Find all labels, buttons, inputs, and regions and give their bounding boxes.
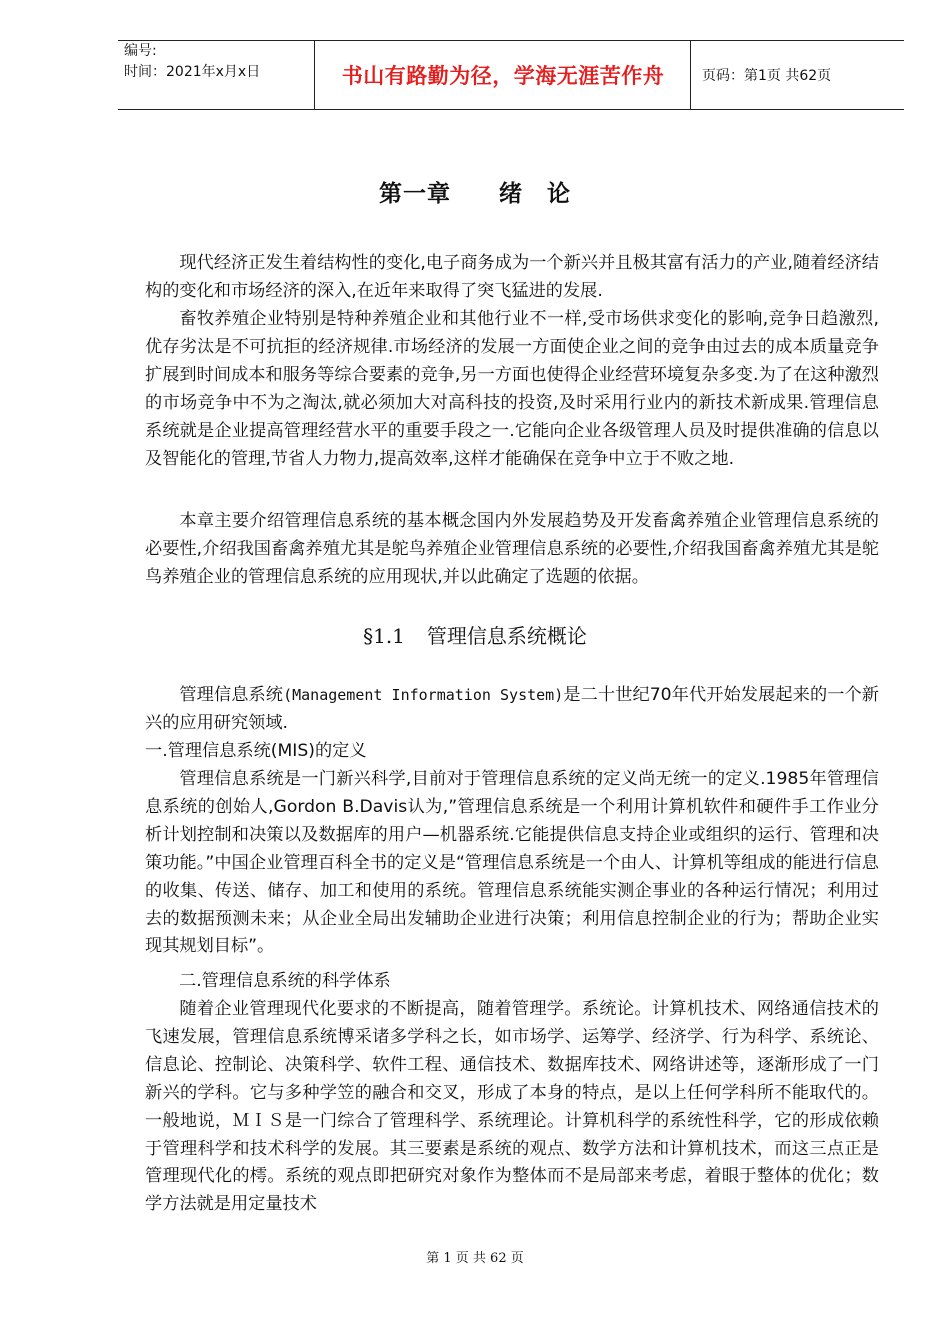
header-page-info: 页码：第1页 共62页 (702, 68, 832, 84)
paragraph-intro: 现代经济正发生着结构性的变化,电子商务成为一个新兴并且极其富有活力的产业,随着经济结构的变化和市场经济的深入,在近年来取得了突飞猛进的发展. (145, 253, 879, 301)
text-run: 是二十世纪70年代开始发展起来的一个新兴的应用研究领域. (145, 685, 879, 733)
paragraph-industry: 畜牧养殖企业特别是特种养殖企业和其他行业不一样,受市场供求变化的影响,竞争日趋激烈,优存劣汰是不可抗拒的经济规律.市场经济的发展一方面使企业之间的竞争由过去的成本质量竞争扩展到时间成本和服务等综合要素的竞争,另一方面也使得企业经营环境复杂多变.为了在这种激烈的市场竞争中不为之淘汰,就必须加大对高科技的投资,及时采用行业内的新技术新成果.管理信息系统就是企业提高管理经营水平的重要手段之一.它能向企业各级管理人员及时提供准确的信息以及智能化的管理,节省人力物力,提高效率,这样才能确保在竞争中立于不败之地. (145, 309, 879, 469)
header-divider (314, 41, 315, 109)
header-meta (124, 41, 314, 109)
page-footer: 第 1 页 共 62 页 (426, 1251, 524, 1266)
time-label: 时间：2021年x月x日 (124, 64, 261, 80)
section-number: §1.1 (363, 624, 405, 648)
section-heading (0, 620, 950, 649)
subheading-definition: 一.管理信息系统(MIS)的定义 (145, 741, 367, 761)
page-header (118, 40, 904, 110)
chapter-title: 第一章 绪 论 (379, 181, 571, 207)
paragraph-chapter-summary: 本章主要介绍管理信息系统的基本概念国内外发展趋势及开发畜禽养殖企业管理信息系统的必要性,介绍我国畜禽养殖尤其是鸵鸟养殖企业管理信息系统的必要性,介绍我国畜禽养殖尤其是鸵鸟养殖企业的管理信息系统的应用现状,并以此确定了选题的依据。 (145, 511, 879, 587)
english-term: (Management Information System) (283, 686, 564, 704)
text-run: 管理信息系统 (179, 685, 284, 705)
section-title: 管理信息系统概论 (426, 624, 587, 648)
number-label: 编号: (124, 43, 157, 59)
paragraph-science-system: 随着企业管理现代化要求的不断提高，随着管理学。系统论。计算机技术、网络通信技术的飞速发展，管理信息系统博采诸多学科之长，如市场学、运筹学、经济学、行为科学、系统论、信息论、控制论、决策科学、软件工程、通信技术、数据库技术、网络讲述等，逐渐形成了一门新兴的学科。它与多种学笠的融合和交叉，形成了本身的特点，是以上任何学科所不能取代的。一般地说，ＭＩＳ是一门综合了管理科学、系统理论。计算机科学的系统性科学，它的形成依赖于管理科学和技术科学的发展。其三要素是系统的观点、数学方法和计算机技术，而这三点正是管理现代化的樗。系统的观点即把研究对象作为整体而不是局部来考虑，着眼于整体的优化；数学方法就是用定量技术 (145, 999, 879, 1215)
paragraph-mis-origin (145, 682, 879, 738)
subheading-science-system: 二.管理信息系统的科学体系 (179, 971, 391, 991)
header-motto: 书山有路勤为径，学海无涯苦作舟 (341, 64, 665, 88)
header-divider (690, 41, 691, 109)
paragraph-mis-definition: 管理信息系统是一门新兴科学,目前对于管理信息系统的定义尚无统一的定义.1985年管理信息系统的创始人,Gordon B.Davis认为,”管理信息系统是一个利用计算机软件和硬件手工作业分析计划控制和决策以及数据库的用户—机器系统.它能提供信息支持企业或组织的运行、管理和决策功能。”中国企业管理百科全书的定义是“管理信息系统是一个由人、计算机等组成的能进行信息的收集、传送、储存、加工和使用的系统。管理信息系统能实测企事业的各种运行情况；利用过去的数据预测未来；从企业全局出发辅助企业进行决策；利用信息控制企业的行为；帮助企业实现其规划目标”。 (145, 769, 879, 957)
